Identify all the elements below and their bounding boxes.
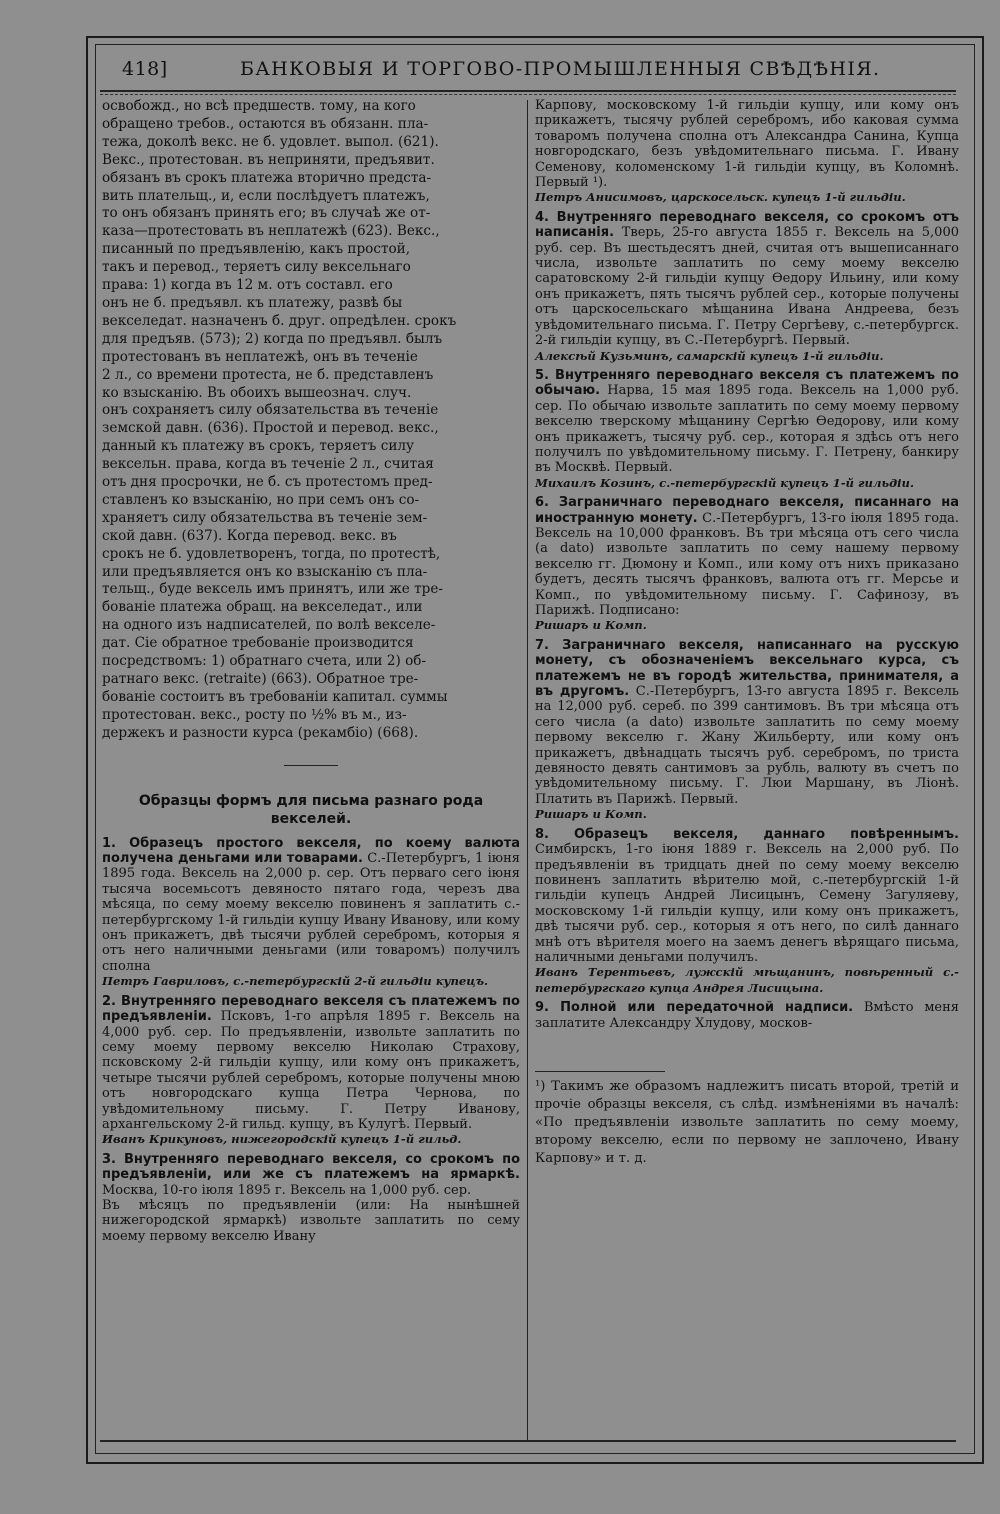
sample-body: Тверь, 25-го августа 1855 г. Вексель на 5,000 руб. сер. Въ шестьдесятъ дней, считая отъ вышеписаннаго числа, извольте заплатить по сему моему векселю саратовскому 2-й гильдіи купцу Ѳедору Ильину, или кому онъ прикажетъ, пять тысячъ рублей сер., которые получены отъ царскосельскаго мѣщанина Ивана Андреева, безъ увѣдомительнаго письма. Г. Петру Сергѣеву, с.-петербургск. 2-й гильдіи купцу, въ С.-Петербургѣ. Первый. xyxy=(535,225,959,349)
page-number: 418] xyxy=(122,58,168,80)
page-title: БАНКОВЫЯ И ТОРГОВО-ПРОМЫШЛЕННЫЯ СВѢДѢНІЯ. xyxy=(240,58,881,80)
sample-signature: Петръ Гавриловъ, с.-петербургскій 2-й гильдіи купецъ. xyxy=(102,974,489,989)
text-line: 2 л., со времени протеста, не б. представленъ xyxy=(102,366,434,383)
text-line: ратнаго векс. (retraite) (663). Обратное тре- xyxy=(102,671,419,687)
sample-signature: Ришаръ и Комп. xyxy=(535,807,647,822)
text-line: срокъ не б. удовлетворенъ, тогда, по протестѣ, xyxy=(102,545,441,562)
sample-body: Нарва, 15 мая 1895 года. Вексель на 1,000 руб. сер. По обычаю извольте заплатить по сему моему первому векселю тверскому мѣщанину Сергѣю Ѳедорову, или кому онъ прикажетъ, тысячу руб. сер., которая я здѣсь отъ него получилъ по увѣдомительному письму. Г. Петрену, банкиру въ Москвѣ. Первый. xyxy=(535,383,959,476)
text-line: вексельн. права, когда въ теченіе 2 л., считая xyxy=(102,456,434,473)
text-line: бованіе состоитъ въ требованіи капитал. суммы xyxy=(102,688,448,705)
text-line: посредствомъ: 1) обратнаго счета, или 2) об- xyxy=(102,653,427,670)
column-divider xyxy=(527,100,528,1440)
text-line: права: 1) когда въ 12 м. отъ составл. его xyxy=(102,277,393,294)
sample-5 xyxy=(535,368,959,491)
header-rule xyxy=(100,90,956,92)
sample-3-continued xyxy=(535,98,959,206)
sample-heading: 6. Заграничнаго переводнаго векселя, писаннаго на иностранную монету. xyxy=(535,495,959,526)
sample-signature: Ришаръ и Комп. xyxy=(535,618,647,633)
text-line: дат. Сіе обратное требованіе производится xyxy=(102,635,414,652)
text-line: тельщ., буде вексель имъ принятъ, или же тре- xyxy=(102,581,444,598)
left-body-text xyxy=(102,98,520,743)
sample-heading: 4. Внутренняго переводнаго векселя, со срокомъ отъ написанія. xyxy=(535,209,959,241)
sample-body: Вмѣсто меня заплатите Александру Хлудову, москов- xyxy=(535,1000,959,1031)
text-line: освобожд., но всѣ предшеств. тому, на кого xyxy=(102,98,416,114)
sample-2 xyxy=(102,994,520,1148)
sample-heading: 1. Образецъ простого векселя, по коему валюта получена деньгами или товарами. xyxy=(102,835,520,867)
text-line: протестованъ въ неплатежѣ, онъ въ теченіе xyxy=(102,348,418,365)
sample-body: С.-Петербургъ, 13-го іюля 1895 года. Вексель на 10,000 франковъ. Въ три мѣсяца отъ сего числа (a dato) извольте заплатить по сему нашему первому векселю гг. Дюмону и Комп., или кому отъ нихъ приказано будетъ, десять тысячъ франковъ, валюта отъ гг. Мерсье и Комп., по увѣдомительному письму. Г. Сафинозу, въ Парижѣ. Подписано: xyxy=(535,510,959,618)
section-title: Образцы формъ для письма разнаго рода векселей. xyxy=(138,792,484,827)
text-line: земской давн. (636). Простой и перевод. векс., xyxy=(102,420,439,437)
sample-body: Москва, 10-го іюля 1895 г. Вексель на 1,000 руб. сер. xyxy=(102,1182,472,1198)
header-rule-dashed xyxy=(100,94,956,95)
text-line: ко взысканію. Въ обоихъ вышеознач. случ. xyxy=(102,384,412,401)
sample-heading: 2. Внутренняго переводнаго векселя съ платежемъ по предъявленіи. xyxy=(102,993,520,1025)
text-line: ставленъ ко взысканію, но при семъ онъ со- xyxy=(102,491,420,508)
footnote: ¹) Такимъ же образомъ надлежитъ писать второй, третій и прочіе образцы векселя, съ слѣд. измѣненіями въ началѣ: «По предъявленіи извольте заплатить по сему моему, второму векселю, если по первому не заплочено, Ивану Карпову» и т. д. xyxy=(535,1078,959,1166)
sample-4 xyxy=(535,210,959,364)
text-line: держекъ и разности курса (рекамбіо) (668). xyxy=(102,724,419,741)
text-line: онъ не б. предъявл. къ платежу, развѣ бы xyxy=(102,294,403,311)
sample-heading: 7. Заграничнаго векселя, написаннаго на русскую монету, съ обозначеніемъ вексельнаго курса, съ платежемъ не въ городѣ жительства, принимателя, а въ другомъ. xyxy=(535,637,959,700)
footnote-rule xyxy=(535,1071,665,1072)
text-line: на одного изъ надписателей, по волѣ векселе- xyxy=(102,617,436,634)
sample-body: Карпову, московскому 1-й гильдіи купцу, или кому онъ прикажетъ, тысячу рублей серебромъ, ибо каковая сумма товаромъ получена сполна отъ Александра Санина, Купца новгородскаго, безъ увѣдомительнаго письма. Г. Ивану Семенову, коломенскому 1-й гильдіи купцу, въ Коломнѣ. Первый ¹). xyxy=(535,98,959,191)
text-line: храняетъ силу обязательства въ теченіе зем- xyxy=(102,509,428,526)
sample-1 xyxy=(102,836,520,990)
running-head xyxy=(100,56,970,88)
bottom-rule xyxy=(100,1440,956,1442)
sample-body: Псковъ, 1-го апрѣля 1895 г. Вексель на 4,000 руб. сер. По предъявленіи, извольте заплатить по сему моему первому векселю Николаю Страхову, псковскому 2-й гильдіи купцу, или кому онъ прикажетъ, четыре тысячи рублей серебромъ, которые получены мною отъ новгородскаго купца Петра Чернова, по увѣдомительному письму. Г. Петру Иванову, архангельскому 2-й гильд. купцу, въ Кулугѣ. Первый. xyxy=(102,1009,520,1132)
sample-continuation: Въ мѣсяцъ по предъявленіи (или: На нынѣшней нижегородской ярмаркѣ) извольте заплатить по сему моему первому векселю Ивану xyxy=(102,1197,520,1244)
text-line: каза—протестовать въ неплатежѣ (623). Векс., xyxy=(102,223,440,240)
text-line: тежа, доколѣ векс. не б. удовлет. выпол. (621). xyxy=(102,133,439,150)
text-line: отъ дня просрочки, не б. съ протестомъ пред- xyxy=(102,474,433,491)
sample-7 xyxy=(535,638,959,823)
text-line: ской давн. (637). Когда перевод. векс. въ xyxy=(102,527,397,544)
sample-body: С.-Петербургъ, 1 іюня 1895 года. Вексель на 2,000 р. сер. Отъ перваго сего іюня тысяча восемьсотъ девяносто пятаго года, черезъ два мѣсяца, по сему моему векселю повиненъ я заплатить с.-петербургскому 1-й гильдіи купцу Ивану Иванову, или кому онъ прикажетъ, двѣ тысячи рублей серебромъ, которыя я отъ него наличными деньгами (или товаромъ) получилъ сполна xyxy=(102,851,520,974)
sample-heading: 9. Полной или передаточной надписи. xyxy=(535,1000,854,1016)
text-line: онъ сохраняетъ силу обязательства въ теченіе xyxy=(102,402,439,419)
text-line: такъ и перевод., теряетъ силу вексельнаго xyxy=(102,259,411,276)
text-line: данный къ платежу въ срокъ, теряетъ силу xyxy=(102,438,415,455)
text-line: обращено требов., остаются въ обязанн. пла- xyxy=(102,115,429,132)
text-line: обязанъ въ срокъ платежа вторично предста- xyxy=(102,169,432,186)
sample-signature: Иванъ Терентьевъ, лужскій мѣщанинъ, повѣренный с.-петербургскаго купца Андрея Лисицына. xyxy=(535,965,959,995)
sample-signature: Алексѣй Кузьминъ, самарскій купецъ 1-й гильдіи. xyxy=(535,348,884,363)
text-line: векселедат. назначенъ б. друг. опредѣлен. срокъ xyxy=(102,312,457,329)
sample-9 xyxy=(535,1000,959,1031)
text-line: бованіе платежа обращ. на векселедат., или xyxy=(102,599,423,616)
left-column xyxy=(102,98,520,1438)
sample-signature: Иванъ Крикуновъ, нижегородскій купецъ 1-й гильд. xyxy=(102,1132,462,1147)
text-line: протестован. векс., росту по ½% въ м., из- xyxy=(102,706,407,723)
sample-heading: 5. Внутренняго переводнаго векселя съ платежемъ по обычаю. xyxy=(535,367,959,399)
text-line: то онъ обязанъ принять его; въ случаѣ же от- xyxy=(102,205,431,222)
sample-3 xyxy=(102,1152,520,1244)
sample-8 xyxy=(535,827,959,996)
sample-signature: Михаилъ Козинъ, с.-петербургскій купецъ 1-й гильдіи. xyxy=(535,475,915,490)
text-line: Векс., протестован. въ неприняти, предъявит. xyxy=(102,151,435,168)
text-line: вить плательщ., и, если послѣдуетъ платежъ, xyxy=(102,187,430,204)
sample-heading: 8. Образецъ векселя, даннаго повѣреннымъ. xyxy=(535,826,959,842)
text-line: или предъявляется онъ ко взысканію съ пла- xyxy=(102,563,428,580)
sample-6 xyxy=(535,495,959,634)
section-divider xyxy=(284,765,338,766)
text-line: писанный по предъявленію, какъ простой, xyxy=(102,241,411,258)
sample-heading: 3. Внутренняго переводнаго векселя, со срокомъ по предъявленіи, или же съ платежемъ на ярмаркѣ. xyxy=(102,1151,520,1183)
text-line: для предъяв. (573); 2) когда по предъявл. былъ xyxy=(102,330,443,347)
sample-body: Симбирскъ, 1-го іюня 1889 г. Вексель на 2,000 руб. По предъявленіи въ тридцать дней по сему моему векселю повиненъ заплатить вѣрителю мой, с.-петербургскій 1-й гильдіи купецъ Андрей Лисицынъ, Семену Загуляеву, московскому 1-й гильдіи купцу, или кому онъ прикажетъ, двѣ тысячи руб. сер., которыя я отъ него, по силѣ даннаго мнѣ отъ вѣрителя моего на заемъ денегъ вѣрящаго письма, наличными деньгами получилъ. xyxy=(535,842,959,965)
sample-body: С.-Петербургъ, 13-го августа 1895 г. Вексель на 12,000 руб. сереб. по 399 сантимовъ. Въ три мѣсяца отъ сего числа (a dato) извольте заплатить по сему моему первому векселю г. Жану Жильберту, или кому онъ прикажетъ, двѣнадцать тысячъ руб. серебромъ, по триста девяносто девять сантимовъ за рубль, валюту въ счетъ по увѣдомительному письму. Г. Люи Маршану, въ Ліонѣ. Платить въ Парижѣ. Первый. xyxy=(535,684,960,807)
right-column xyxy=(535,98,959,1438)
sample-signature: Петръ Анисимовъ, царскосельск. купецъ 1-й гильдіи. xyxy=(535,190,906,205)
